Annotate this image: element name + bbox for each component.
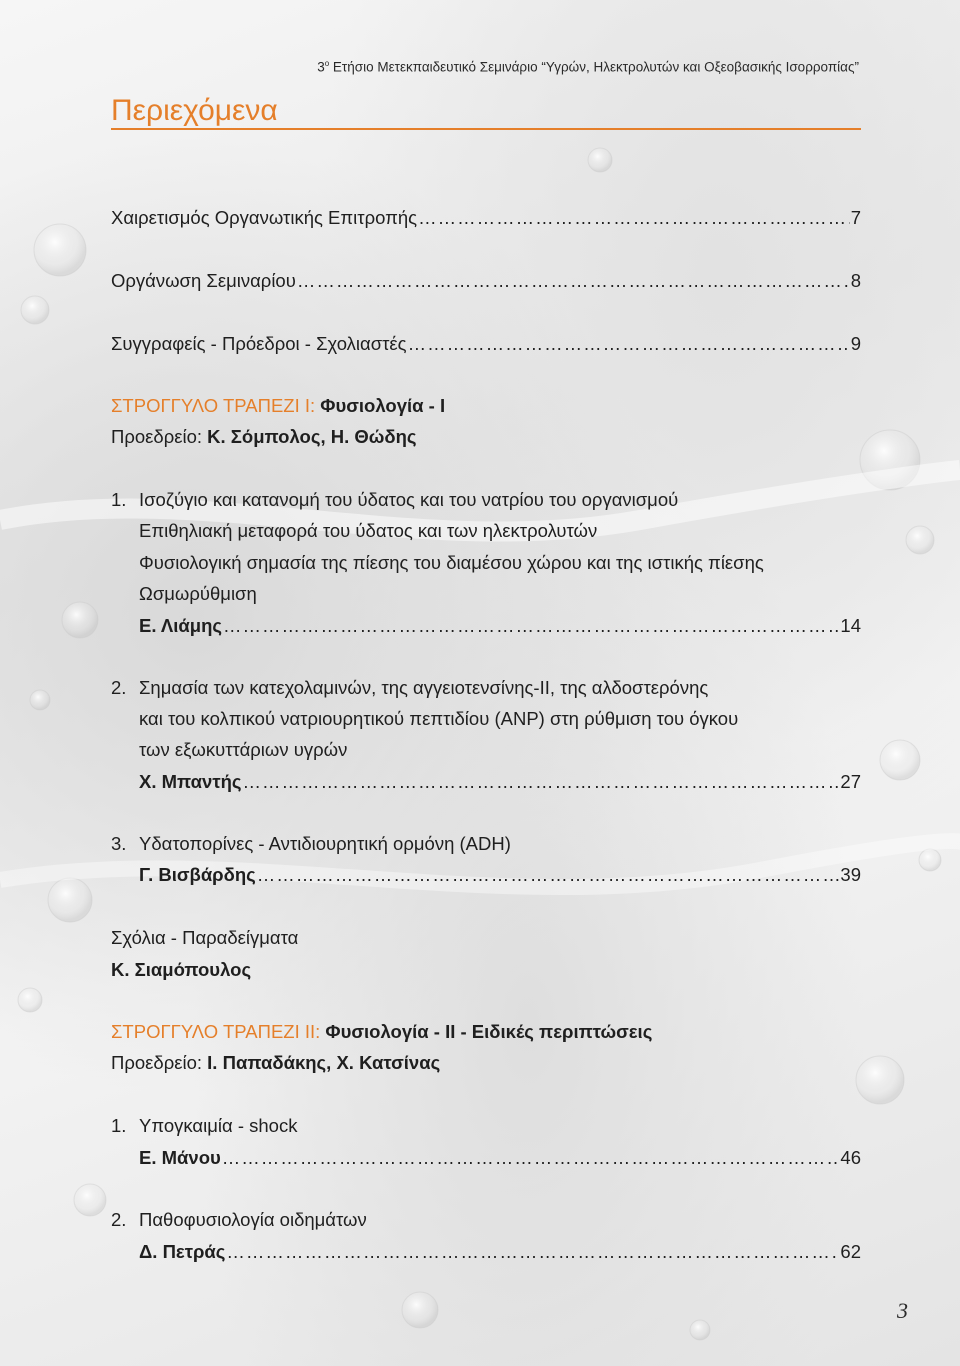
- toc-entry-welcome[interactable]: [111, 205, 861, 231]
- dot-leader: [226, 1239, 839, 1265]
- toc-item-1-author[interactable]: [139, 613, 861, 639]
- item-page: 46: [840, 1147, 861, 1168]
- section-heading-label: ΣΤΡΟΓΓΥΛΟ ΤΡΑΠΕΖΙ ΙΙ:: [111, 1021, 321, 1042]
- toc-entry-page: 9: [850, 333, 861, 354]
- toc-item-3-line-1[interactable]: [111, 831, 861, 857]
- toc-item-1-line-3: [139, 550, 861, 576]
- item-title: Ωσμωρύθμιση: [139, 583, 257, 604]
- item-number: 1.: [111, 1115, 127, 1136]
- comments-author: Κ. Σιαμόπουλος: [111, 959, 252, 980]
- section-heading-table2: [111, 1019, 861, 1045]
- toc-entry-label: Συγγραφείς - Πρόεδροι - Σχολιαστές: [111, 333, 407, 354]
- board-line-table1: [111, 424, 861, 450]
- item-number: 2.: [111, 1209, 127, 1230]
- toc-item-3-author[interactable]: [139, 862, 861, 888]
- item-author: Γ. Βισβάρδης: [139, 864, 256, 885]
- comments-label: Σχόλια - Παραδείγματα: [111, 927, 299, 948]
- item-author: Ε. Λιάμης: [139, 615, 223, 636]
- toc-item-2-line-3: [139, 737, 861, 763]
- toc-entry-page: 8: [850, 270, 861, 291]
- board-label: Προεδρείο:: [111, 426, 203, 447]
- dot-leader: [418, 205, 850, 231]
- header-ordinal-sup: ο: [324, 59, 330, 68]
- section-heading-label: ΣΤΡΟΓΓΥΛΟ ΤΡΑΠΕΖΙ Ι:: [111, 395, 316, 416]
- item-title: Σημασία των κατεχολαμινών, της αγγειοτενσίνης-ΙΙ, της αλδοστερόνης: [139, 677, 709, 698]
- section-heading-table1: [111, 393, 861, 419]
- item-title: Υπογκαιμία - shock: [139, 1115, 298, 1136]
- header-text: Ετήσιο Μετεκπαιδευτικό Σεμινάριο “Υγρών, Ηλεκτρολυτών και Οξεοβασικής Ισορροπίας”: [332, 59, 859, 75]
- item-title: Ισοζύγιο και κατανομή του ύδατος και του νατρίου του οργανισμού: [139, 489, 679, 510]
- board-label: Προεδρείο:: [111, 1052, 203, 1073]
- section-heading-subject: Φυσιολογία - ΙΙ - Ειδικές περιπτώσεις: [325, 1021, 653, 1042]
- toc-entry-label: Οργάνωση Σεμιναρίου: [111, 270, 296, 291]
- item-number: 3.: [111, 833, 127, 854]
- item-number: 1.: [111, 489, 127, 510]
- toc-entry-authors[interactable]: [111, 331, 861, 357]
- dot-leader: [223, 613, 839, 639]
- item-author: Δ. Πετράς: [139, 1241, 226, 1262]
- dot-leader: [297, 268, 850, 294]
- item-title: Φυσιολογική σημασία της πίεσης του διαμέσου χώρου και της ιστικής πίεσης: [139, 552, 764, 573]
- toc-entry-label: Χαιρετισμός Οργανωτικής Επιτροπής: [111, 207, 418, 228]
- item-title: Υδατοπορίνες - Αντιδιουρητική ορμόνη (ADH): [139, 833, 511, 854]
- dot-leader: [257, 862, 840, 888]
- item-title: Επιθηλιακή μεταφορά του ύδατος και των ηλεκτρολυτών: [139, 520, 598, 541]
- toc-item-2-2-line-1[interactable]: [111, 1207, 861, 1233]
- toc-entry-organization[interactable]: [111, 268, 861, 294]
- board-names: Κ. Σόμπολος, Η. Θώδης: [207, 426, 417, 447]
- dot-leader: [408, 331, 850, 357]
- toc-item-2-1-line-1[interactable]: [111, 1113, 861, 1139]
- toc-item-2-1-author[interactable]: [139, 1145, 861, 1171]
- item-author: Ε. Μάνου: [139, 1147, 221, 1168]
- toc-entry-page: 7: [850, 207, 861, 228]
- toc-item-2-author[interactable]: [139, 769, 861, 795]
- item-title: των εξωκυττάριων υγρών: [139, 739, 348, 760]
- toc-item-1-line-4: [139, 581, 861, 607]
- toc-item-1-line-1[interactable]: [111, 487, 861, 513]
- toc-item-2-line-1[interactable]: [111, 675, 861, 701]
- toc-item-1-line-2: [139, 518, 861, 544]
- board-names: Ι. Παπαδάκης, Χ. Κατσίνας: [207, 1052, 441, 1073]
- dot-leader: [222, 1145, 840, 1171]
- dot-leader: [243, 769, 840, 795]
- item-page: 14: [840, 615, 861, 636]
- item-author: Χ. Μπαντής: [139, 771, 242, 792]
- toc-item-2-2-author[interactable]: [139, 1239, 861, 1265]
- header-ordinal: 3: [317, 59, 325, 75]
- running-header: [317, 59, 859, 75]
- item-title: και του κολπικού νατριουρητικού πεπτιδίου (ΑΝΡ) στη ρύθμιση του όγκου: [139, 708, 739, 729]
- item-title: Παθοφυσιολογία οιδημάτων: [139, 1209, 367, 1230]
- item-page: 27: [840, 771, 861, 792]
- item-page: 39: [840, 864, 861, 885]
- item-number: 2.: [111, 677, 127, 698]
- section-heading-subject: Φυσιολογία - Ι: [320, 395, 446, 416]
- page-number: 3: [897, 1298, 908, 1323]
- board-line-table2: [111, 1050, 861, 1076]
- item-page: 62: [840, 1241, 861, 1262]
- toc-item-2-line-2: [139, 706, 861, 732]
- page-title: Περιεχόμενα: [111, 94, 861, 130]
